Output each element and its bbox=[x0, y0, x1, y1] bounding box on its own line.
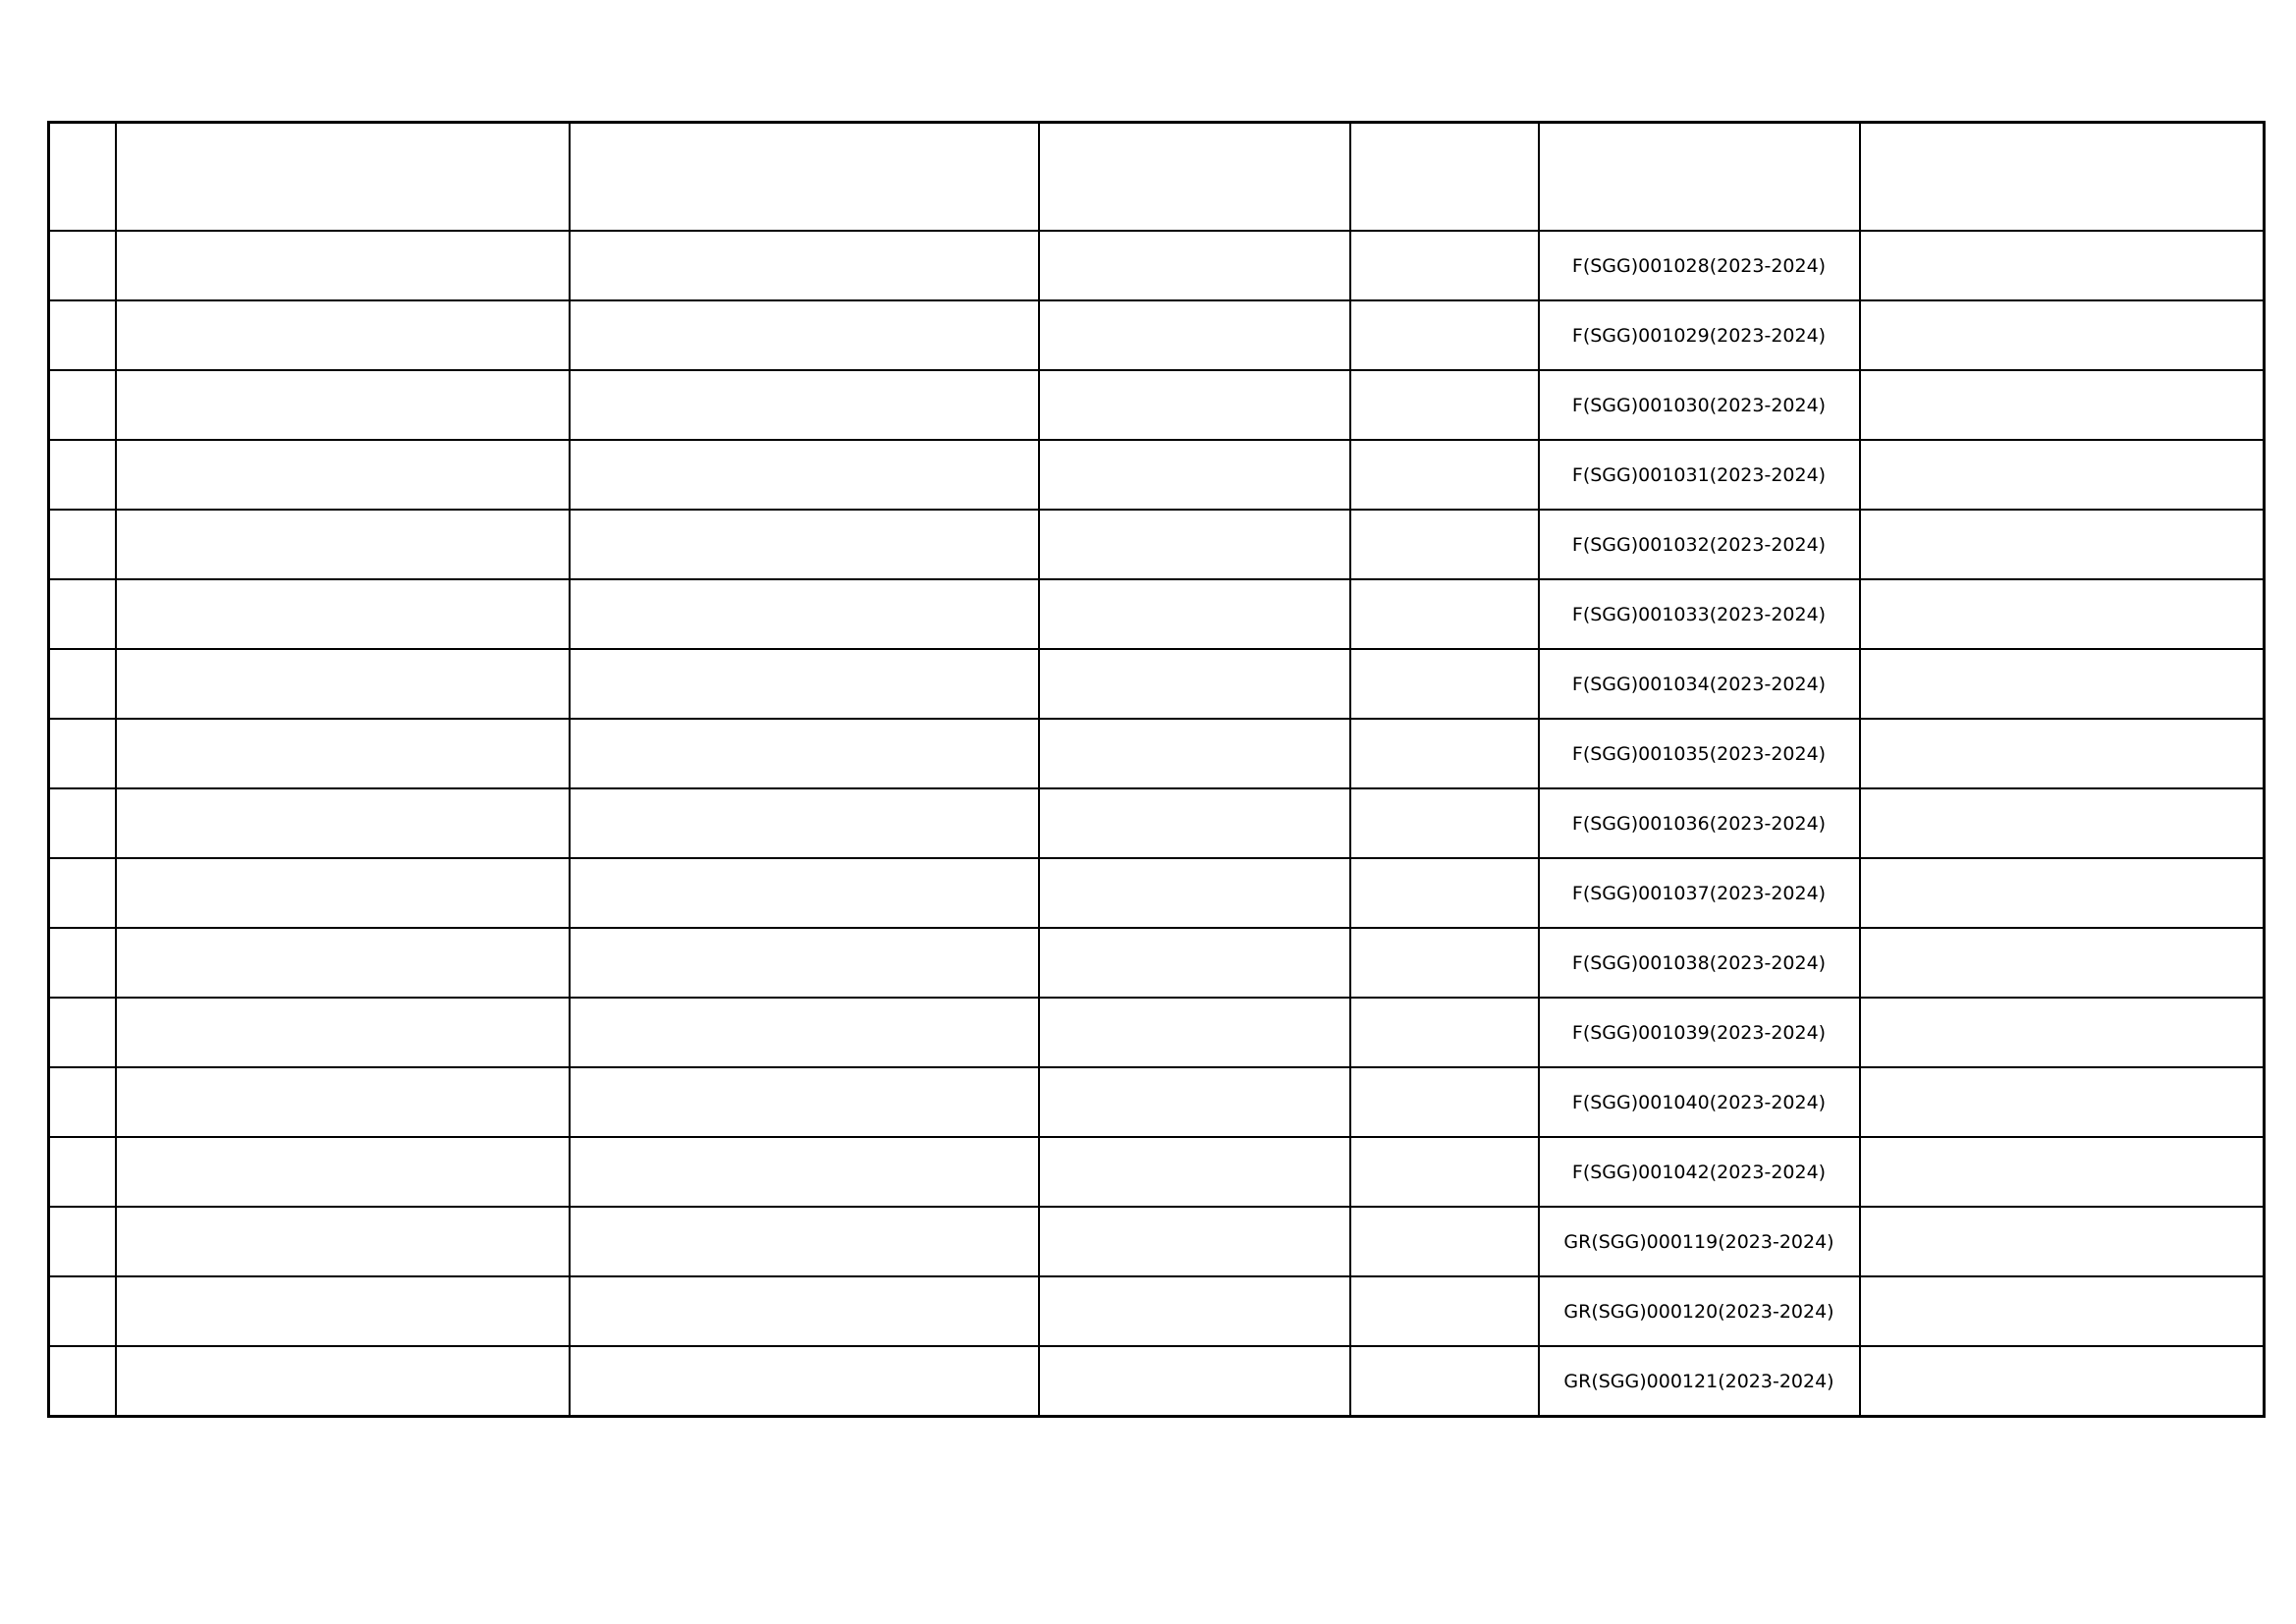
cell-type bbox=[1350, 719, 1539, 788]
cell-name bbox=[116, 1137, 570, 1207]
cell-rank bbox=[1039, 300, 1350, 370]
table-row bbox=[49, 1137, 2265, 1207]
cell-cert: F(SGG)001031(2023-2024) bbox=[1539, 440, 1860, 510]
cell-cert: GR(SGG)000121(2023-2024) bbox=[1539, 1346, 1860, 1417]
cell-no bbox=[49, 370, 116, 440]
cell-party bbox=[1860, 370, 2265, 440]
cell-rank bbox=[1039, 1207, 1350, 1276]
cell-party bbox=[1860, 1207, 2265, 1276]
cell-no bbox=[49, 788, 116, 858]
cell-party bbox=[1860, 231, 2265, 300]
cell-no bbox=[49, 998, 116, 1067]
cell-rank bbox=[1039, 928, 1350, 998]
cell-cert: GR(SGG)000120(2023-2024) bbox=[1539, 1276, 1860, 1346]
cell-dept bbox=[570, 231, 1039, 300]
cell-party bbox=[1860, 928, 2265, 998]
cell-name bbox=[116, 1207, 570, 1276]
cell-dept bbox=[570, 1137, 1039, 1207]
table-row bbox=[49, 788, 2265, 858]
cell-dept bbox=[570, 1067, 1039, 1137]
cell-dept bbox=[570, 1276, 1039, 1346]
cell-rank bbox=[1039, 1346, 1350, 1417]
cell-rank bbox=[1039, 370, 1350, 440]
cell-rank bbox=[1039, 1276, 1350, 1346]
cell-type bbox=[1350, 998, 1539, 1067]
cell-party bbox=[1860, 300, 2265, 370]
cell-name bbox=[116, 1067, 570, 1137]
cell-dept bbox=[570, 510, 1039, 579]
column-header-name bbox=[116, 123, 570, 232]
table-row bbox=[49, 858, 2265, 928]
cell-no bbox=[49, 719, 116, 788]
cell-name bbox=[116, 231, 570, 300]
cell-cert: F(SGG)001033(2023-2024) bbox=[1539, 579, 1860, 649]
cell-rank bbox=[1039, 440, 1350, 510]
cell-name bbox=[116, 928, 570, 998]
records-table bbox=[47, 121, 2266, 1418]
table-row bbox=[49, 1207, 2265, 1276]
cell-dept bbox=[570, 579, 1039, 649]
cell-no bbox=[49, 1276, 116, 1346]
cell-type bbox=[1350, 928, 1539, 998]
cell-name bbox=[116, 788, 570, 858]
cell-dept bbox=[570, 788, 1039, 858]
table-row bbox=[49, 1346, 2265, 1417]
table-row bbox=[49, 510, 2265, 579]
table-row bbox=[49, 998, 2265, 1067]
table-row bbox=[49, 649, 2265, 719]
cell-type bbox=[1350, 1346, 1539, 1417]
cell-party bbox=[1860, 1067, 2265, 1137]
cell-cert: F(SGG)001028(2023-2024) bbox=[1539, 231, 1860, 300]
cell-rank bbox=[1039, 649, 1350, 719]
cell-rank bbox=[1039, 1137, 1350, 1207]
cell-no bbox=[49, 300, 116, 370]
column-header-no bbox=[49, 123, 116, 232]
cell-party bbox=[1860, 858, 2265, 928]
cell-no bbox=[49, 510, 116, 579]
column-header-type bbox=[1350, 123, 1539, 232]
cell-cert: GR(SGG)000119(2023-2024) bbox=[1539, 1207, 1860, 1276]
cell-rank bbox=[1039, 858, 1350, 928]
cell-cert: F(SGG)001040(2023-2024) bbox=[1539, 1067, 1860, 1137]
cell-type bbox=[1350, 510, 1539, 579]
cell-type bbox=[1350, 370, 1539, 440]
cell-name bbox=[116, 649, 570, 719]
cell-party bbox=[1860, 719, 2265, 788]
cell-name bbox=[116, 1276, 570, 1346]
cell-dept bbox=[570, 1346, 1039, 1417]
cell-type bbox=[1350, 579, 1539, 649]
cell-dept bbox=[570, 300, 1039, 370]
cell-type bbox=[1350, 231, 1539, 300]
cell-name bbox=[116, 719, 570, 788]
cell-type bbox=[1350, 1067, 1539, 1137]
table-row bbox=[49, 1276, 2265, 1346]
cell-rank bbox=[1039, 510, 1350, 579]
cell-dept bbox=[570, 719, 1039, 788]
cell-no bbox=[49, 649, 116, 719]
cell-cert: F(SGG)001035(2023-2024) bbox=[1539, 719, 1860, 788]
cell-cert: F(SGG)001037(2023-2024) bbox=[1539, 858, 1860, 928]
cell-rank bbox=[1039, 998, 1350, 1067]
table-row bbox=[49, 370, 2265, 440]
cell-no bbox=[49, 858, 116, 928]
cell-cert: F(SGG)001029(2023-2024) bbox=[1539, 300, 1860, 370]
cell-party bbox=[1860, 998, 2265, 1067]
cell-party bbox=[1860, 440, 2265, 510]
cell-cert: F(SGG)001032(2023-2024) bbox=[1539, 510, 1860, 579]
cell-no bbox=[49, 440, 116, 510]
cell-no bbox=[49, 928, 116, 998]
cell-name bbox=[116, 579, 570, 649]
cell-cert: F(SGG)001034(2023-2024) bbox=[1539, 649, 1860, 719]
cell-dept bbox=[570, 998, 1039, 1067]
cell-name bbox=[116, 1346, 570, 1417]
cell-cert: F(SGG)001036(2023-2024) bbox=[1539, 788, 1860, 858]
cell-name bbox=[116, 370, 570, 440]
cell-no bbox=[49, 1137, 116, 1207]
column-header-party bbox=[1860, 123, 2265, 232]
cell-party bbox=[1860, 788, 2265, 858]
cell-type bbox=[1350, 300, 1539, 370]
cell-party bbox=[1860, 649, 2265, 719]
cell-dept bbox=[570, 928, 1039, 998]
cell-no bbox=[49, 579, 116, 649]
cell-dept bbox=[570, 649, 1039, 719]
cell-type bbox=[1350, 858, 1539, 928]
cell-cert: F(SGG)001030(2023-2024) bbox=[1539, 370, 1860, 440]
cell-cert: F(SGG)001042(2023-2024) bbox=[1539, 1137, 1860, 1207]
cell-rank bbox=[1039, 1067, 1350, 1137]
table-body bbox=[49, 231, 2265, 1417]
cell-name bbox=[116, 510, 570, 579]
cell-type bbox=[1350, 649, 1539, 719]
cell-dept bbox=[570, 370, 1039, 440]
cell-party bbox=[1860, 1137, 2265, 1207]
column-header-dept bbox=[570, 123, 1039, 232]
cell-dept bbox=[570, 858, 1039, 928]
cell-type bbox=[1350, 440, 1539, 510]
column-header-rank bbox=[1039, 123, 1350, 232]
cell-party bbox=[1860, 1276, 2265, 1346]
cell-rank bbox=[1039, 788, 1350, 858]
cell-no bbox=[49, 1067, 116, 1137]
cell-type bbox=[1350, 788, 1539, 858]
cell-no bbox=[49, 1207, 116, 1276]
table-row bbox=[49, 231, 2265, 300]
cell-no bbox=[49, 1346, 116, 1417]
cell-name bbox=[116, 858, 570, 928]
cell-rank bbox=[1039, 579, 1350, 649]
cell-rank bbox=[1039, 719, 1350, 788]
table-row bbox=[49, 719, 2265, 788]
cell-party bbox=[1860, 510, 2265, 579]
table-row bbox=[49, 928, 2265, 998]
cell-cert: F(SGG)001039(2023-2024) bbox=[1539, 998, 1860, 1067]
cell-no bbox=[49, 231, 116, 300]
table-row bbox=[49, 1067, 2265, 1137]
table-row bbox=[49, 579, 2265, 649]
cell-party bbox=[1860, 1346, 2265, 1417]
table-row bbox=[49, 440, 2265, 510]
cell-name bbox=[116, 998, 570, 1067]
cell-name bbox=[116, 300, 570, 370]
cell-dept bbox=[570, 1207, 1039, 1276]
table-row bbox=[49, 300, 2265, 370]
column-header-cert bbox=[1539, 123, 1860, 232]
cell-cert: F(SGG)001038(2023-2024) bbox=[1539, 928, 1860, 998]
document-title bbox=[0, 57, 2296, 100]
cell-rank bbox=[1039, 231, 1350, 300]
cell-type bbox=[1350, 1276, 1539, 1346]
cell-dept bbox=[570, 440, 1039, 510]
cell-party bbox=[1860, 579, 2265, 649]
header-row bbox=[49, 123, 2265, 232]
cell-type bbox=[1350, 1207, 1539, 1276]
cell-type bbox=[1350, 1137, 1539, 1207]
cell-name bbox=[116, 440, 570, 510]
